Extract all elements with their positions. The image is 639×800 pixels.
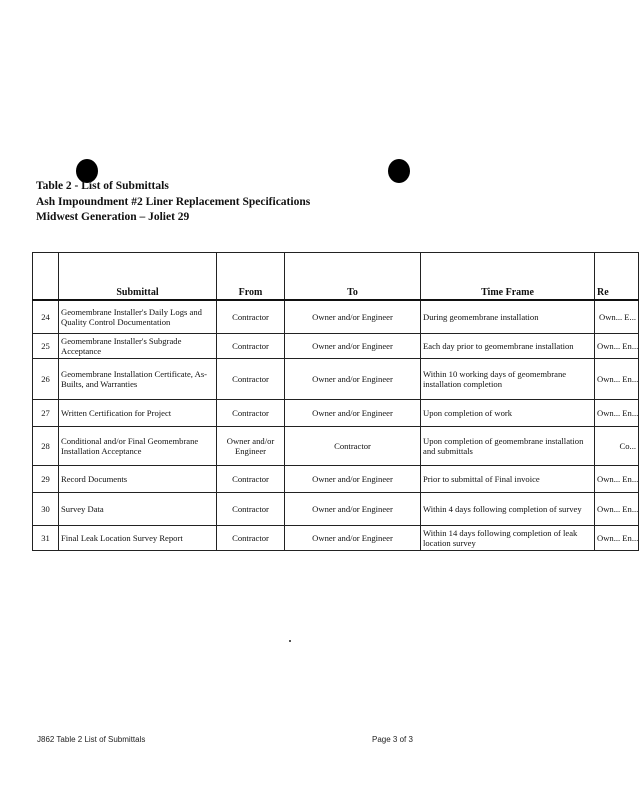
project-title: Ash Impoundment #2 Liner Replacement Specifications xyxy=(36,196,311,208)
row-received: Own... En... xyxy=(595,400,639,427)
row-from: Contractor xyxy=(217,400,285,427)
row-number: 27 xyxy=(33,400,59,427)
table-row xyxy=(33,334,639,359)
table-header-row xyxy=(33,253,639,301)
row-number: 25 xyxy=(33,334,59,359)
table-row xyxy=(33,359,639,400)
row-from: Contractor xyxy=(217,466,285,493)
row-to: Owner and/or Engineer xyxy=(285,400,421,427)
row-to: Owner and/or Engineer xyxy=(285,466,421,493)
row-received: Co... xyxy=(595,427,639,466)
row-received: Own... En... xyxy=(595,466,639,493)
submittals-table xyxy=(32,252,639,551)
row-submittal: Geomembrane Installation Certificate, As-Builts, and Warranties xyxy=(59,359,217,400)
row-submittal: Geomembrane Installer's Daily Logs and Quality Control Documentation xyxy=(59,300,217,334)
site-title: Midwest Generation – Joliet 29 xyxy=(36,211,190,223)
punch-hole-right xyxy=(388,159,410,183)
col-header-time-frame: Time Frame xyxy=(421,253,595,301)
footer-document-name: J862 Table 2 List of Submittals xyxy=(37,735,146,744)
table-row xyxy=(33,493,639,526)
row-time-frame: Upon completion of work xyxy=(421,400,595,427)
row-received: Own... E... xyxy=(595,300,639,334)
row-from: Contractor xyxy=(217,334,285,359)
table-row xyxy=(33,300,639,334)
row-to: Contractor xyxy=(285,427,421,466)
row-to: Owner and/or Engineer xyxy=(285,493,421,526)
row-submittal: Final Leak Location Survey Report xyxy=(59,526,217,551)
row-from: Contractor xyxy=(217,493,285,526)
table-row xyxy=(33,466,639,493)
col-header-to: To xyxy=(285,253,421,301)
row-received: Own... En... xyxy=(595,359,639,400)
row-number: 30 xyxy=(33,493,59,526)
row-time-frame: Within 14 days following completion of leak location survey xyxy=(421,526,595,551)
col-header-submittal: Submittal xyxy=(59,253,217,301)
row-time-frame: Upon completion of geomembrane installation and submittals xyxy=(421,427,595,466)
row-from: Contractor xyxy=(217,359,285,400)
row-to: Owner and/or Engineer xyxy=(285,300,421,334)
row-number: 31 xyxy=(33,526,59,551)
row-submittal: Conditional and/or Final Geomembrane Installation Acceptance xyxy=(59,427,217,466)
row-submittal: Record Documents xyxy=(59,466,217,493)
row-time-frame: Within 10 working days of geomembrane installation completion xyxy=(421,359,595,400)
row-number: 28 xyxy=(33,427,59,466)
scan-speck xyxy=(289,640,291,642)
row-received: Own... En... xyxy=(595,526,639,551)
table-row xyxy=(33,400,639,427)
row-received: Own... En... xyxy=(595,334,639,359)
col-header-from: From xyxy=(217,253,285,301)
row-time-frame: Prior to submittal of Final invoice xyxy=(421,466,595,493)
row-received: Own... En... xyxy=(595,493,639,526)
table-row xyxy=(33,526,639,551)
row-number: 29 xyxy=(33,466,59,493)
table-title: Table 2 - List of Submittals xyxy=(36,180,169,192)
row-to: Owner and/or Engineer xyxy=(285,334,421,359)
row-from: Contractor xyxy=(217,300,285,334)
row-number: 24 xyxy=(33,300,59,334)
row-from: Contractor xyxy=(217,526,285,551)
row-number: 26 xyxy=(33,359,59,400)
footer-page-number: Page 3 of 3 xyxy=(372,735,413,744)
row-from: Owner and/or Engineer xyxy=(217,427,285,466)
row-time-frame: During geomembrane installation xyxy=(421,300,595,334)
row-to: Owner and/or Engineer xyxy=(285,526,421,551)
row-submittal: Survey Data xyxy=(59,493,217,526)
col-header-received: Re xyxy=(595,253,639,301)
row-time-frame: Each day prior to geomembrane installation xyxy=(421,334,595,359)
row-submittal: Written Certification for Project xyxy=(59,400,217,427)
col-header-number xyxy=(33,253,59,301)
row-time-frame: Within 4 days following completion of survey xyxy=(421,493,595,526)
table-row xyxy=(33,427,639,466)
row-submittal: Geomembrane Installer's Subgrade Acceptance xyxy=(59,334,217,359)
row-to: Owner and/or Engineer xyxy=(285,359,421,400)
